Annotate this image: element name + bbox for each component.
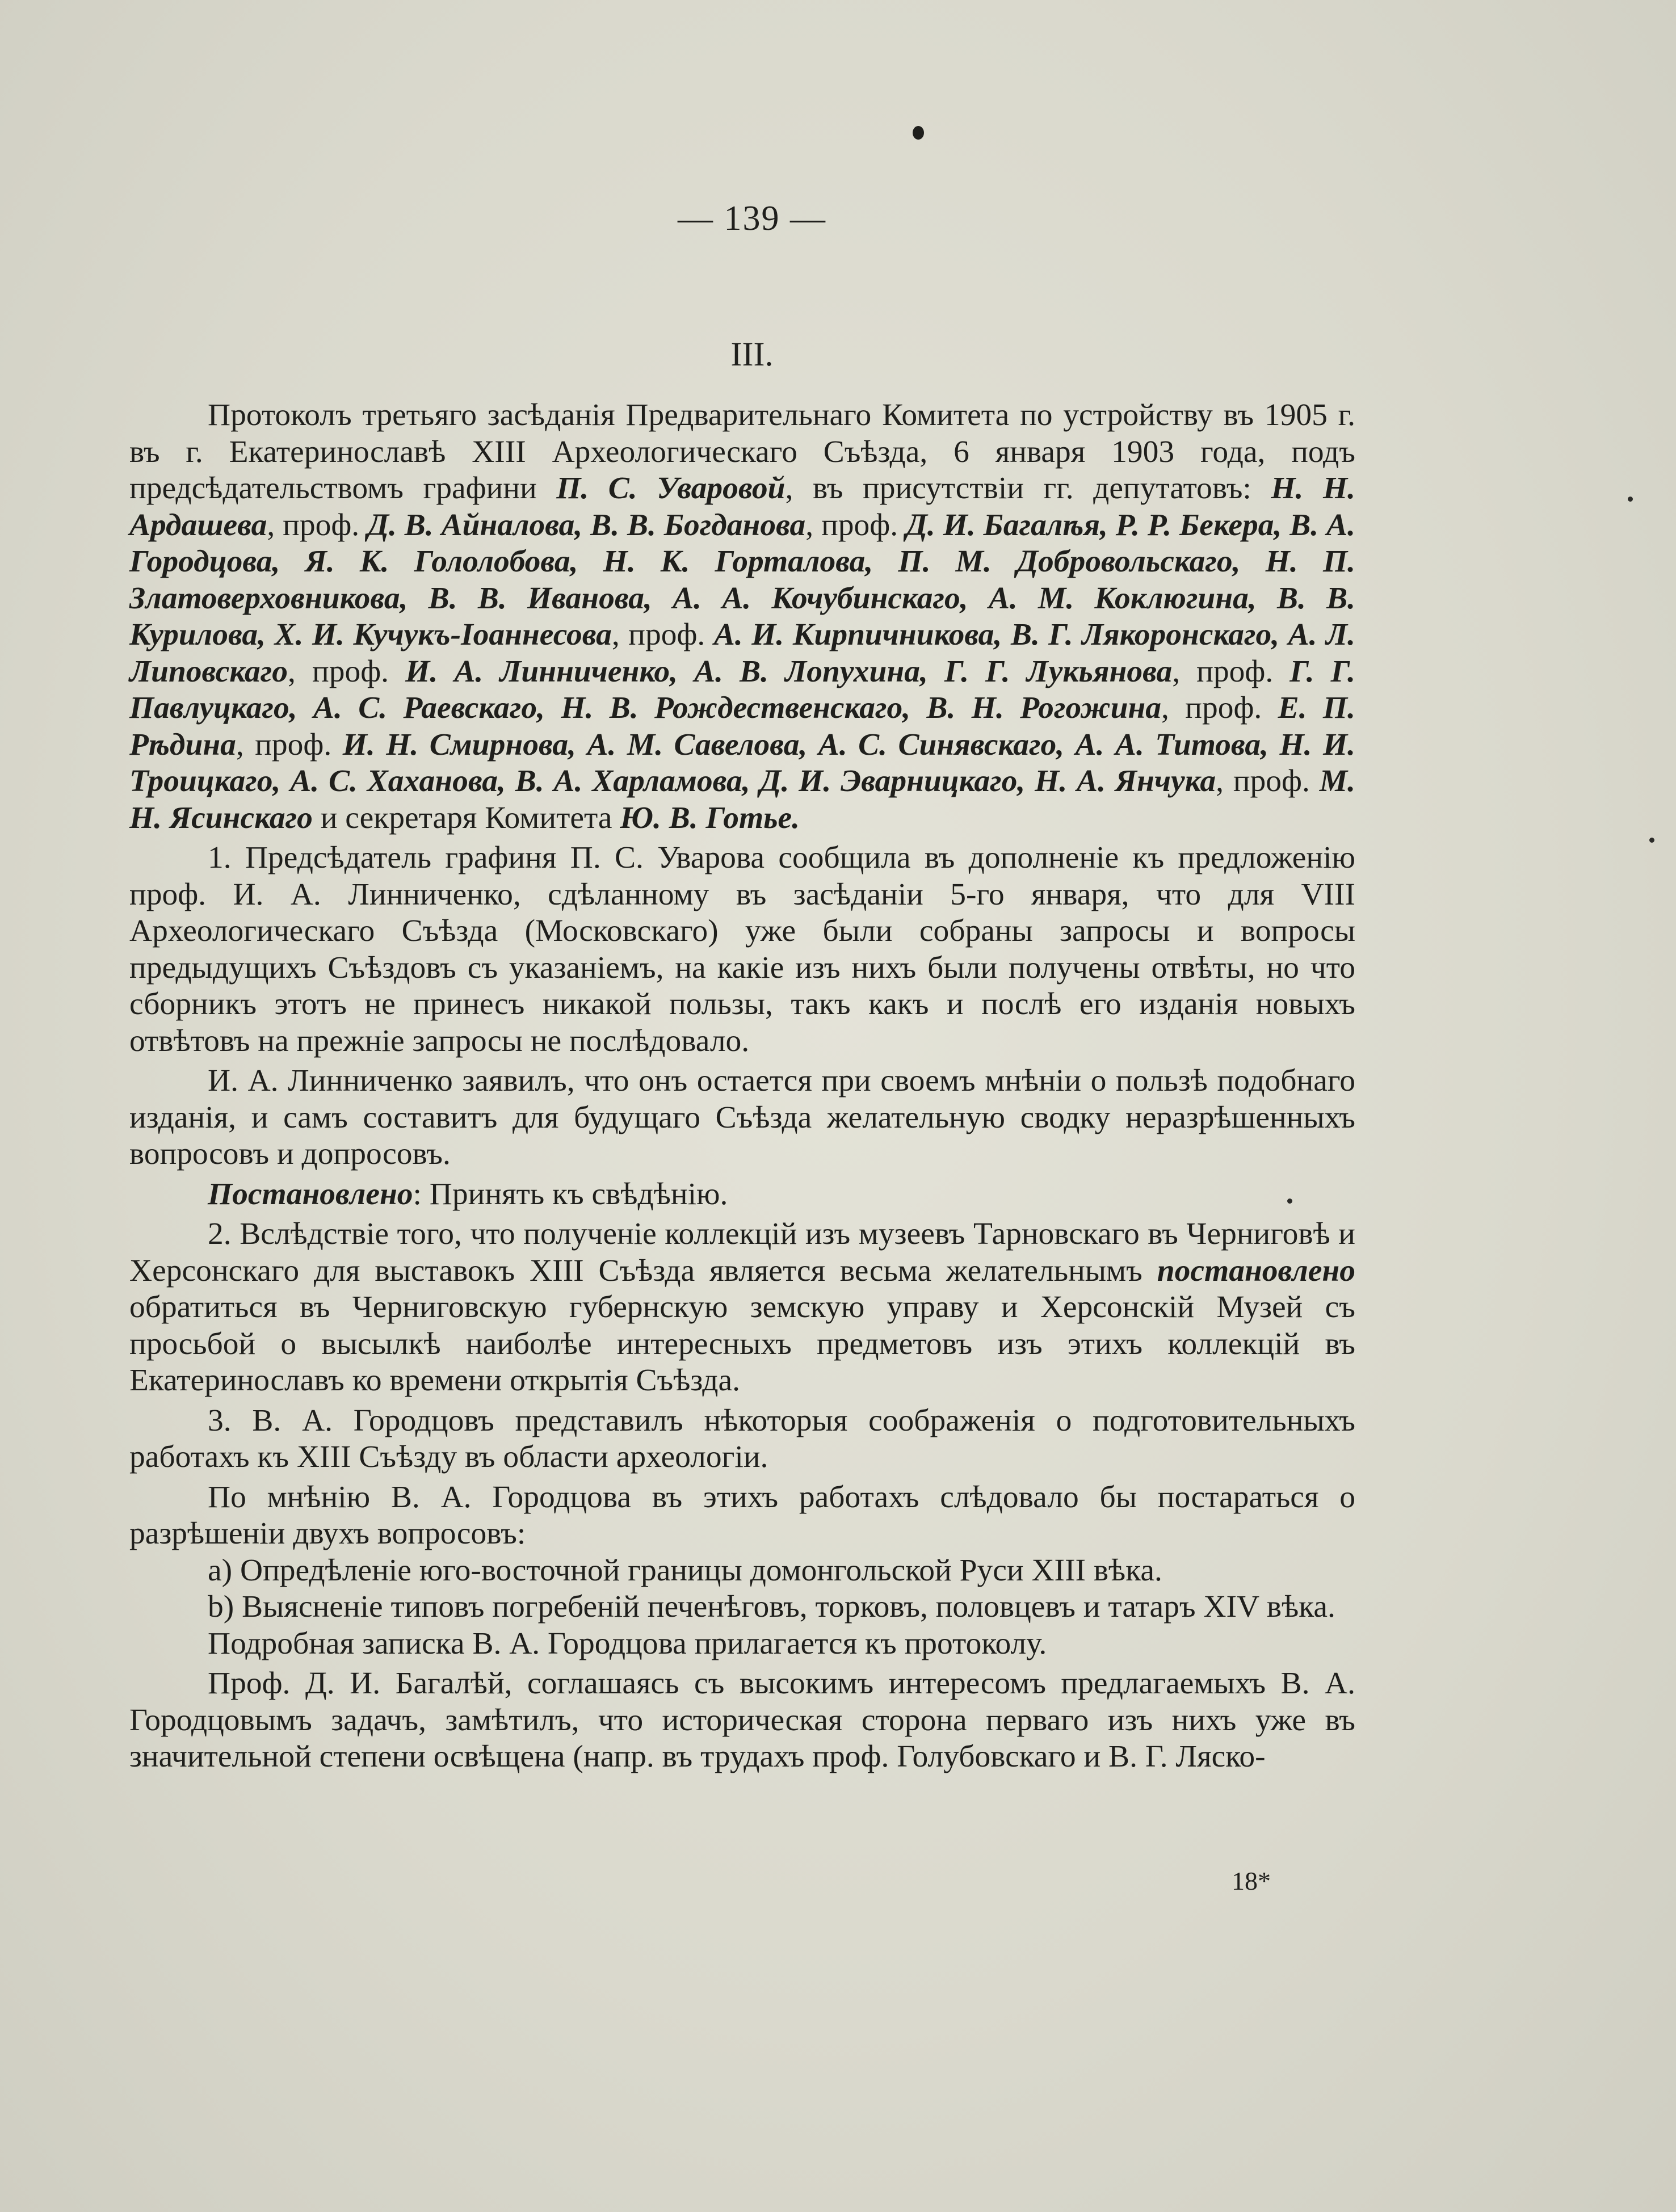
intro-text: , проф. <box>288 654 406 689</box>
attendee-names: А. И. Кирпичникова, В. Г. Лякоронскаго, А. Л. Липовскаго <box>129 617 1355 689</box>
intro-text: и секретаря Комитета <box>312 800 620 835</box>
item-2-text: 2. Вслѣдствіе того, что полученіе коллекцій изъ музеевъ Тарновскаго въ Черниговѣ и Херсонскаго для выставокъ XIII Съѣзда является весьма желательнымъ <box>129 1217 1355 1288</box>
attendee-names: И. Н. Смирнова, А. М. Савелова, А. С. Синявскаго, А. А. Титова, Н. И. Троицкаго, А. С. Хаханова, В. А. Харламова, Д. И. Эварницкаго, Н. А. Янчука <box>129 727 1355 798</box>
resolution-label: Постановлено <box>208 1176 413 1212</box>
intro-text: , проф. <box>267 507 368 543</box>
intro-text: , проф. <box>1161 691 1278 725</box>
intro-text: , въ присутствіи гг. депутатовъ: <box>785 471 1271 506</box>
protocol-intro <box>129 397 1355 836</box>
intro-text: , проф. <box>805 507 906 543</box>
paragraph-attachment-note: Подробная записка В. А. Городцова прилагается къ протоколу. <box>208 1626 1047 1661</box>
intro-text: , проф. <box>236 727 343 762</box>
attendee-names: Е. П. Рѣдина <box>129 691 1355 762</box>
list-item-a: a) Опредѣленіе юго-восточной границы домонгольской Руси XIII вѣка. <box>208 1553 1162 1588</box>
secretary-name: Ю. В. Готье. <box>620 800 800 835</box>
intro-text: , проф. <box>611 617 714 652</box>
paragraph-item-2 <box>129 1216 1355 1399</box>
paper-speck <box>1649 838 1654 843</box>
item-2-text: обратиться въ Черниговскую губернскую земскую управу и Херсонскій Музей съ просьбой о высылкѣ наиболѣе интересныхъ предметовъ изъ этихъ коллекцій въ Екатеринославъ ко времени открытія Съѣзда. <box>129 1290 1355 1398</box>
chair-name: П. С. Уваровой <box>556 471 786 506</box>
attendee-names: И. А. Линниченко, А. В. Лопухина, Г. Г. Лукьянова <box>405 654 1173 689</box>
main-text <box>129 397 1355 1776</box>
paragraph-item-1: 1. Предсѣдатель графиня П. С. Уварова сообщила въ дополненіе къ предложенію проф. И. А. Линниченко, сдѣланному въ засѣданіи 5-го января, что для VIII Археологическаго Съѣзда (Московскаго) уже были собраны запросы и вопросы предыдущихъ Съѣздовъ съ указаніемъ, на какіе изъ нихъ были получены отвѣты, но что сборникъ этотъ не принесъ никакой пользы, такъ какъ и послѣ его изданія новыхъ отвѣтовъ на прежніе запросы не послѣдовало. <box>129 840 1355 1058</box>
resolution-label: постановлено <box>1157 1253 1355 1288</box>
intro-text: , проф. <box>1172 654 1290 689</box>
signature-mark: 18* <box>1232 1866 1271 1895</box>
paragraph-resolution <box>129 1176 1355 1213</box>
paper-speck <box>1287 1198 1292 1204</box>
list-item-b: b) Выясненіе типовъ погребеній печенѣговъ, торковъ, половцевъ и татаръ XIV вѣка. <box>208 1589 1335 1624</box>
attendee-names: М. Н. Ясинскаго <box>129 764 1355 835</box>
attendee-names: Н. Н. Ардашева <box>129 471 1355 543</box>
page-number: — 139 — <box>678 199 826 238</box>
ink-dot <box>913 126 924 140</box>
attendee-names: Г. Г. Павлуцкаго, А. С. Раевскаго, Н. В. Рождественскаго, В. Н. Рогожина <box>129 654 1355 725</box>
paragraph-gorodtsov-opinion: По мнѣнію В. А. Городцова въ этихъ работахъ слѣдовало бы постараться о разрѣшеніи двухъ вопросовъ: <box>129 1479 1355 1551</box>
paper-speck <box>1628 497 1633 502</box>
attendee-names: Д. И. Багалѣя, Р. Р. Бекера, В. А. Городцова, Я. К. Гололобова, Н. К. Горталова, П. М. Добровольскаго, Н. П. Златоверховникова, В. В. Иванова, А. А. Кочубинскаго, А. М. Коклюгина, В. В. Курилова, Х. И. Кучукъ-Іоаннесова <box>129 507 1355 652</box>
paragraph-item-3: 3. В. А. Городцовъ представилъ нѣкоторыя соображенія о подготовительныхъ работахъ къ XIII Съѣзду въ области археологіи. <box>129 1403 1355 1474</box>
intro-text: , проф. <box>1216 764 1320 798</box>
intro-text: Протоколъ третьяго засѣданія Предварительнаго Комитета по устройству въ 1905 г. въ г. Екатеринославѣ XIII Археологическаго Съѣзда, 6 января 1903 года, подъ предсѣдательствомъ графини <box>129 398 1355 506</box>
attendee-names: Д. В. Айналова, В. В. Богданова <box>367 507 806 543</box>
section-heading: III. <box>730 335 774 373</box>
resolution-text: : Принять къ свѣдѣнію. <box>413 1176 728 1212</box>
paragraph-linnichenko: И. А. Линниченко заявилъ, что онъ остается при своемъ мнѣніи о пользѣ подобнаго изданія, и самъ составитъ для будущаго Съѣзда желательную сводку неразрѣшенныхъ вопросовъ и допросовъ. <box>129 1063 1355 1171</box>
paragraph-bagaley: Проф. Д. И. Багалѣй, соглашаясь съ высокимъ интересомъ предлагаемыхъ В. А. Городцовымъ задачъ, замѣтилъ, что историческая сторона перваго изъ нихъ уже въ значительной степени освѣщена (напр. въ трудахъ проф. Голубовскаго и В. Г. Ляско- <box>129 1666 1355 1774</box>
